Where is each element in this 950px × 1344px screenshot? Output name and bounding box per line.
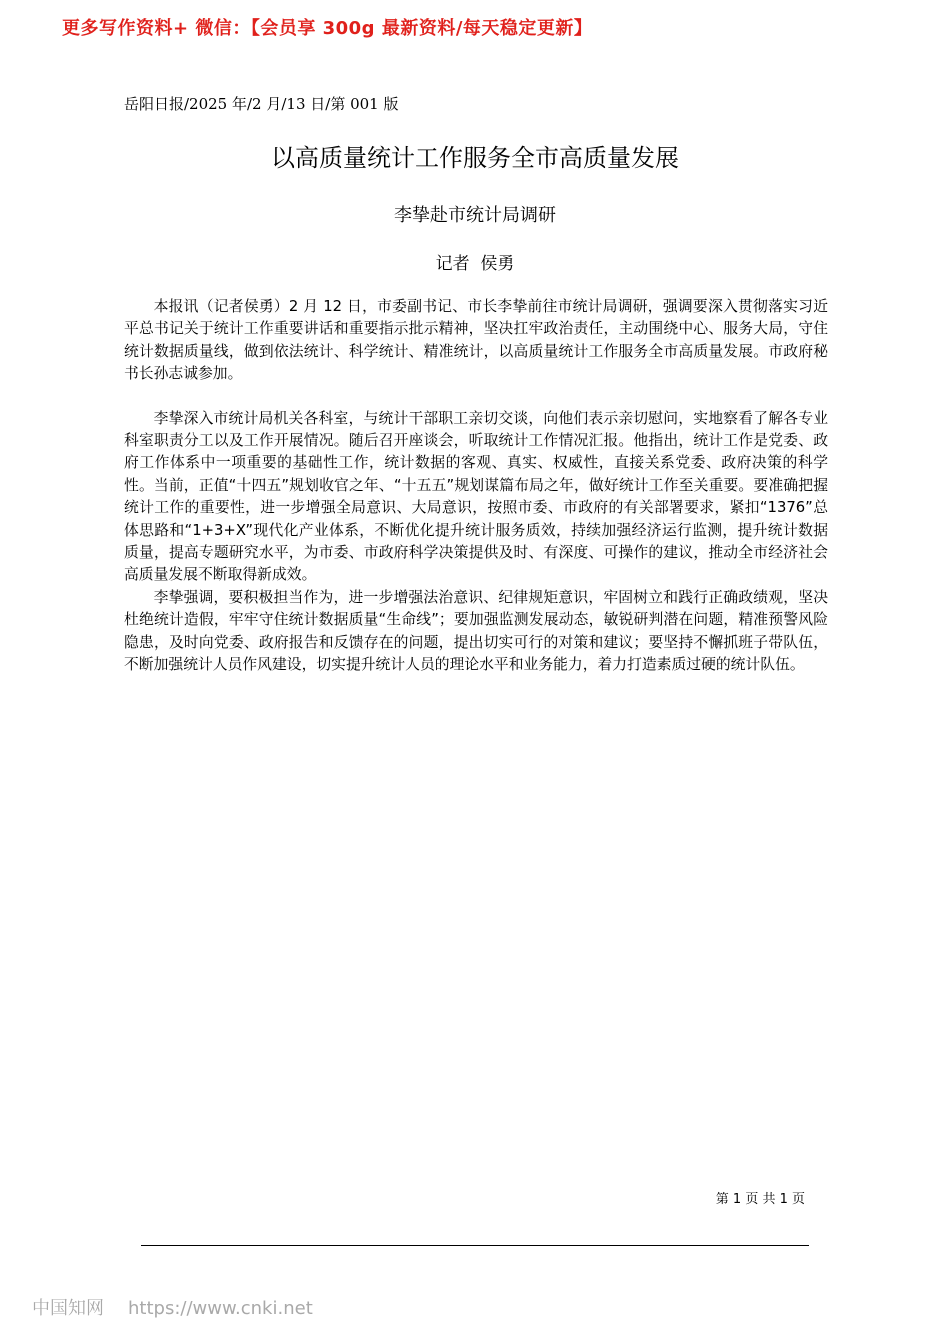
article-paragraph-1: 本报讯（记者侯勇）2 月 12 日，市委副书记、市长李挚前往市统计局调研，强调要深入贯彻落实习近平总书记关于统计工作重要讲话和重要指示批示精神，坚决扛牢政治责任，主动围绕中心、服务大局，守住统计数据质量线，做到依法统计、科学统计、精准统计，以高质量统计工作服务全市高质量发展。市政府秘书长孙志诚参加。 (124, 298, 828, 383)
watermark-url: https://www.cnki.net (128, 1298, 313, 1319)
article-title: 以高质量统计工作服务全市高质量发展 (271, 144, 679, 172)
page-number: 第 1 页 共 1 页 (715, 1192, 805, 1207)
article-body (124, 296, 828, 677)
article-paragraph-2: 李挚深入市统计局机关各科室，与统计干部职工亲切交谈，向他们表示亲切慰问，实地察看了解各专业科室职责分工以及工作开展情况。随后召开座谈会，听取统计工作情况汇报。他指出，统计工作是党委、政府工作体系中一项重要的基础性工作，统计数据的客观、真实、权威性，直接关系党委、政府决策的科学性。当前，正值“十四五”规划收官之年、“十五五”规划谋篇布局之年，做好统计工作至关重要。要准确把握统计工作的重要性，进一步增强全局意识、大局意识，按照市委、市政府的有关部署要求，紧扣“1376”总体思路和“1+3+X”现代化产业体系，不断优化提升统计服务质效，持续加强经济运行监测，提升统计数据质量，提高专题研究水平，为市委、市政府科学决策提供及时、有深度、可操作的建议，推动全市经济社会高质量发展不断取得新成效。 (124, 409, 828, 584)
article-byline: 记者 侯勇 (435, 254, 515, 274)
article-subtitle: 李挚赴市统计局调研 (394, 205, 556, 226)
article-paragraph-3: 李挚强调，要积极担当作为，进一步增强法治意识、纪律规矩意识，牢固树立和践行正确政绩观，坚决杜绝统计造假，牢牢守住统计数据质量“生命线”；要加强监测发展动态，敏锐研判潜在问题，精准预警风险隐患，及时向党委、政府报告和反馈存在的问题，提出切实可行的对策和建议；要坚持不懈抓班子带队伍，不断加强统计人员作风建设，切实提升统计人员的理论水平和业务能力，着力打造素质过硬的统计队伍。 (124, 588, 828, 674)
watermark (32, 1294, 313, 1320)
footer-divider (141, 1245, 809, 1246)
promo-banner: 更多写作资料+ 微信：【会员享 300g 最新资料/每天稳定更新】 (62, 18, 593, 39)
source-line: 岳阳日报/2025 年/2 月/13 日/第 001 版 (124, 95, 399, 113)
watermark-brand: 中国知网 (32, 1298, 104, 1319)
